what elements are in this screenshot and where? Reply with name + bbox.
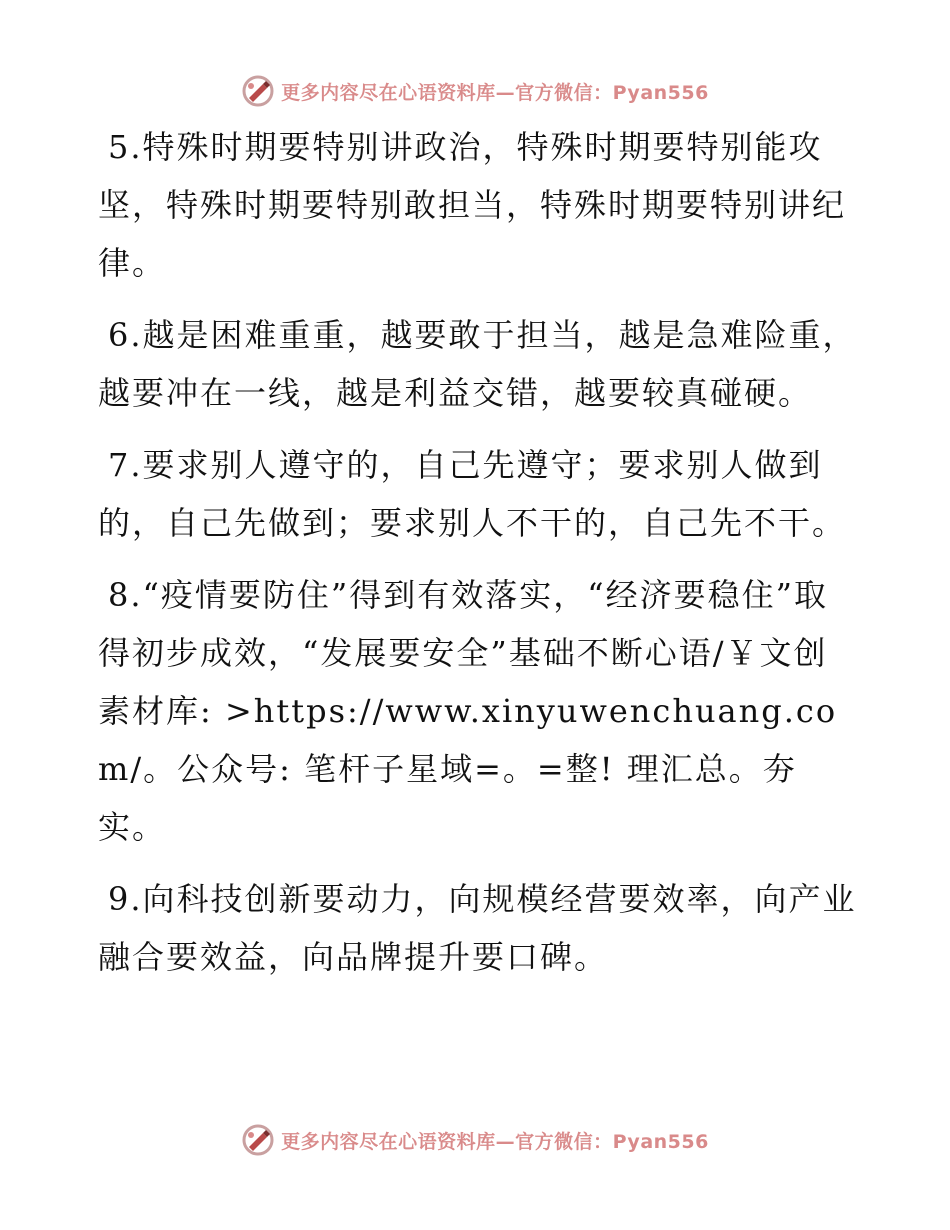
paragraph-number: 8.: [108, 576, 143, 614]
paragraph-text: “疫情要防住”得到有效落实，“经济要稳住”取得初步成效，“发展要安全”基础不断心语/￥文创素材库: >https://www.xinyuwenchuang.com/。公众号: 笔杆子星域=。=整! 理汇总。夯实。: [98, 576, 838, 846]
header-banner-text: 更多内容尽在心语资料库—官方微信：Pyan556: [281, 81, 709, 104]
paragraph-number: 6.: [108, 316, 143, 354]
paragraph-text: 越是困难重重，越要敢于担当，越是急难险重，越要冲在一线，越是利益交错，越要较真碰硬。: [98, 316, 857, 412]
paragraph-5: [98, 118, 858, 292]
footer-banner-text: 更多内容尽在心语资料库—官方微信：Pyan556: [281, 1130, 709, 1153]
paragraph-text: 向科技创新要动力，向规模经营要效率，向产业融合要效益，向品牌提升要口碑。: [98, 880, 857, 976]
paragraph-7: [98, 436, 858, 552]
ink-pen-logo-icon: [241, 1123, 275, 1157]
paragraph-9: [98, 870, 858, 986]
paragraph-8: [98, 566, 858, 856]
header-banner: [0, 71, 950, 111]
paragraph-number: 5.: [108, 128, 143, 166]
footer-banner: [0, 1120, 950, 1160]
document-body: [98, 118, 858, 1000]
paragraph-6: [98, 306, 858, 422]
paragraph-text: 要求别人遵守的，自己先遵守；要求别人做到的，自己先做到；要求别人不干的，自己先不干。: [98, 446, 847, 542]
paragraph-number: 9.: [108, 880, 143, 918]
ink-pen-logo-icon: [241, 74, 275, 108]
paragraph-text: 特殊时期要特别讲政治，特殊时期要特别能攻坚，特殊时期要特别敢担当，特殊时期要特别讲纪律。: [98, 128, 847, 282]
paragraph-number: 7.: [108, 446, 143, 484]
